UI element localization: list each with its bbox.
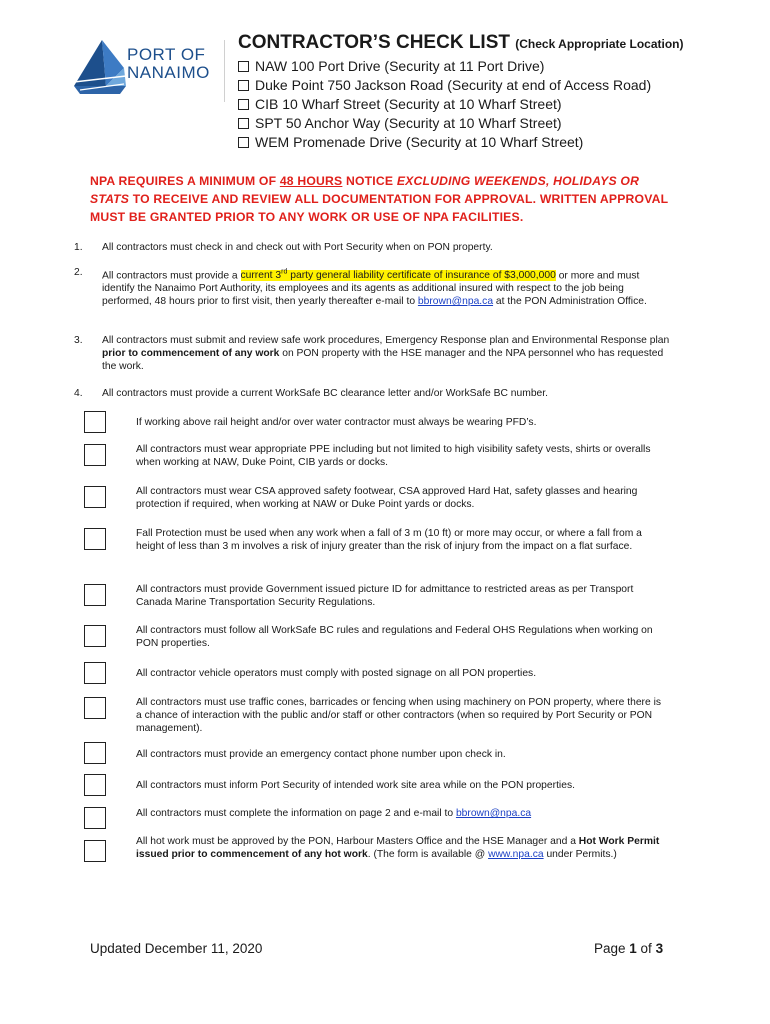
- item-text-bold: Hot Work Permit issued prior to commencement of any hot work: [136, 836, 660, 860]
- check-item-text: If working above rail height and/or over water contractor must always be wearing PFD’s.: [136, 417, 537, 428]
- item-number: 4.: [74, 388, 83, 399]
- item-checkbox[interactable]: [84, 528, 106, 550]
- item-text-part: All contractors must provide a: [102, 270, 241, 282]
- header-divider: [224, 40, 225, 102]
- location-checkbox[interactable]: [238, 118, 249, 129]
- item-text-part: under Permits.): [543, 849, 617, 860]
- check-item-text: All contractors must provide an emergency contact phone number upon check in.: [136, 749, 506, 760]
- item-text-part: party general liability certificate of insurance of $3,000,000: [287, 270, 556, 282]
- item-number: 2.: [74, 267, 83, 278]
- page-total: 3: [655, 941, 664, 956]
- item-checkbox[interactable]: [84, 625, 106, 647]
- location-option[interactable]: [238, 133, 651, 152]
- port-of-nanaimo-logo: [72, 38, 222, 98]
- location-label: NAW 100 Port Drive (Security at 11 Port Drive): [255, 58, 545, 74]
- check-item-text: All contractors must inform Port Security of intended work site area while on the PON properties.: [136, 780, 575, 791]
- check-item-text: All contractors must wear appropriate PPE including but not limited to high visibility safety vests, shirts or overalls when working at NAW, Duke Point, CIB yards or docks.: [136, 444, 651, 468]
- logo-wordmark: [127, 46, 210, 82]
- location-option[interactable]: [238, 57, 651, 76]
- location-list: [238, 57, 651, 152]
- footer-page-number: [594, 941, 663, 956]
- item-number: 3.: [74, 335, 83, 346]
- item-text-part: All contractors must complete the information on page 2 and e-mail to: [136, 808, 456, 819]
- page-prefix: Page: [594, 941, 630, 956]
- website-link[interactable]: www.npa.ca: [488, 849, 544, 860]
- item-checkbox[interactable]: [84, 840, 106, 862]
- check-item-text: All contractors must wear CSA approved safety footwear, CSA approved Hard Hat, safety glasses and hearing protection if required, when working at NAW or Duke Point yards or docks.: [136, 486, 638, 510]
- check-item-text: All contractors must use traffic cones, barricades or fencing when using machinery on PON property, where there is a chance of interaction with the public and/or staff or other contractors (when so required by Port Security or PON management).: [136, 697, 662, 734]
- location-checkbox[interactable]: [238, 99, 249, 110]
- item-checkbox[interactable]: [84, 774, 106, 796]
- item-text-part: on PON property with the HSE manager and the NPA personnel who has requested the work.: [102, 348, 664, 372]
- title-subtitle: (Check Appropriate Location): [515, 37, 684, 51]
- logo-line-2: NANAIMO: [127, 63, 210, 82]
- item-text: [102, 266, 674, 308]
- notice-text: NOTICE: [342, 174, 397, 188]
- notice-italic: EXCLUDING WEEKENDS, HOLIDAYS OR STATS: [90, 174, 640, 206]
- location-label: WEM Promenade Drive (Security at 10 Wharf Street): [255, 134, 584, 150]
- location-checkbox[interactable]: [238, 61, 249, 72]
- item-text: [102, 334, 674, 373]
- location-label: SPT 50 Anchor Way (Security at 10 Wharf Street): [255, 115, 562, 131]
- numbered-item-1: [74, 241, 674, 255]
- footer-updated: Updated December 11, 2020: [90, 941, 263, 956]
- sail-logo-icon: [72, 38, 128, 98]
- location-option[interactable]: [238, 114, 651, 133]
- item-text-part: or more and must identify the Nanaimo Port Authority, its employees and its agents as additional insured with respect to the job being performed, 48 hours prior to first visit, then yearly thereafter e-mail to: [102, 270, 640, 308]
- item-checkbox[interactable]: [84, 662, 106, 684]
- notice-text: TO RECEIVE AND REVIEW ALL DOCUMENTATION FOR APPROVAL. WRITTEN APPROVAL MUST BE GRANTED PRIOR TO ANY WORK OR USE OF NPA FACILITIES.: [90, 192, 669, 224]
- page-title: [238, 32, 684, 54]
- check-item-text: All contractors must follow all WorkSafe BC rules and regulations and Federal OHS Regulations when working on PON properties.: [136, 625, 653, 649]
- item-checkbox[interactable]: [84, 742, 106, 764]
- item-text-part: All hot work must be approved by the PON, Harbour Masters Office and the HSE Manager and a: [136, 836, 579, 847]
- item-text-part: current 3: [240, 270, 282, 282]
- superscript: rd: [281, 269, 288, 276]
- title-text: CONTRACTOR’S CHECK LIST: [238, 32, 510, 53]
- item-text-part: All contractors must submit and review safe work procedures, Emergency Response plan and Environmental Response plan: [102, 335, 670, 346]
- page-of: of: [636, 941, 656, 956]
- numbered-item-4: [74, 387, 674, 401]
- location-label: CIB 10 Wharf Street (Security at 10 Wharf Street): [255, 96, 562, 112]
- insurance-highlight: [241, 270, 556, 281]
- item-checkbox[interactable]: [84, 486, 106, 508]
- numbered-item-3: [74, 334, 674, 374]
- notice-paragraph: [90, 172, 670, 226]
- notice-text: NPA REQUIRES A MINIMUM OF: [90, 174, 280, 188]
- check-item-text: Fall Protection must be used when any work when a fall of 3 m (10 ft) or more may occur, or where a fall from a height of less than 3 m involves a risk of injury greater than the risk of injury from the impact on a flat surface.: [136, 528, 642, 552]
- item-checkbox[interactable]: [84, 444, 106, 466]
- location-checkbox[interactable]: [238, 80, 249, 91]
- location-option[interactable]: [238, 95, 651, 114]
- item-text-part: . (The form is available @: [367, 849, 489, 860]
- logo-line-1: PORT OF: [127, 45, 206, 64]
- numbered-item-2: [74, 266, 674, 320]
- item-number: 1.: [74, 242, 83, 253]
- location-checkbox[interactable]: [238, 137, 249, 148]
- check-item-text: [136, 835, 666, 861]
- item-checkbox[interactable]: [84, 411, 106, 433]
- item-text-part: at the PON Administration Office.: [493, 296, 647, 308]
- item-checkbox[interactable]: [84, 807, 106, 829]
- item-checkbox[interactable]: [84, 697, 106, 719]
- location-option[interactable]: [238, 76, 651, 95]
- check-item-text: All contractors must provide Government issued picture ID for admittance to restricted areas as per Transport Canada Marine Transportation Security Regulations.: [136, 584, 634, 608]
- item-text: All contractors must provide a current WorkSafe BC clearance letter and/or WorkSafe BC number.: [102, 388, 549, 399]
- check-item-text: All contractor vehicle operators must comply with posted signage on all PON properties.: [136, 668, 537, 679]
- page-current: 1: [629, 941, 637, 956]
- check-item-text: [136, 807, 666, 820]
- notice-hours: 48 HOURS: [279, 174, 343, 188]
- email-link[interactable]: bbrown@npa.ca: [417, 296, 494, 308]
- location-label: Duke Point 750 Jackson Road (Security at end of Access Road): [255, 77, 652, 93]
- item-text-bold: prior to commencement of any work: [102, 348, 280, 359]
- email-link[interactable]: bbrown@npa.ca: [455, 808, 532, 819]
- item-text: All contractors must check in and check out with Port Security when on PON property.: [102, 242, 493, 253]
- item-checkbox[interactable]: [84, 584, 106, 606]
